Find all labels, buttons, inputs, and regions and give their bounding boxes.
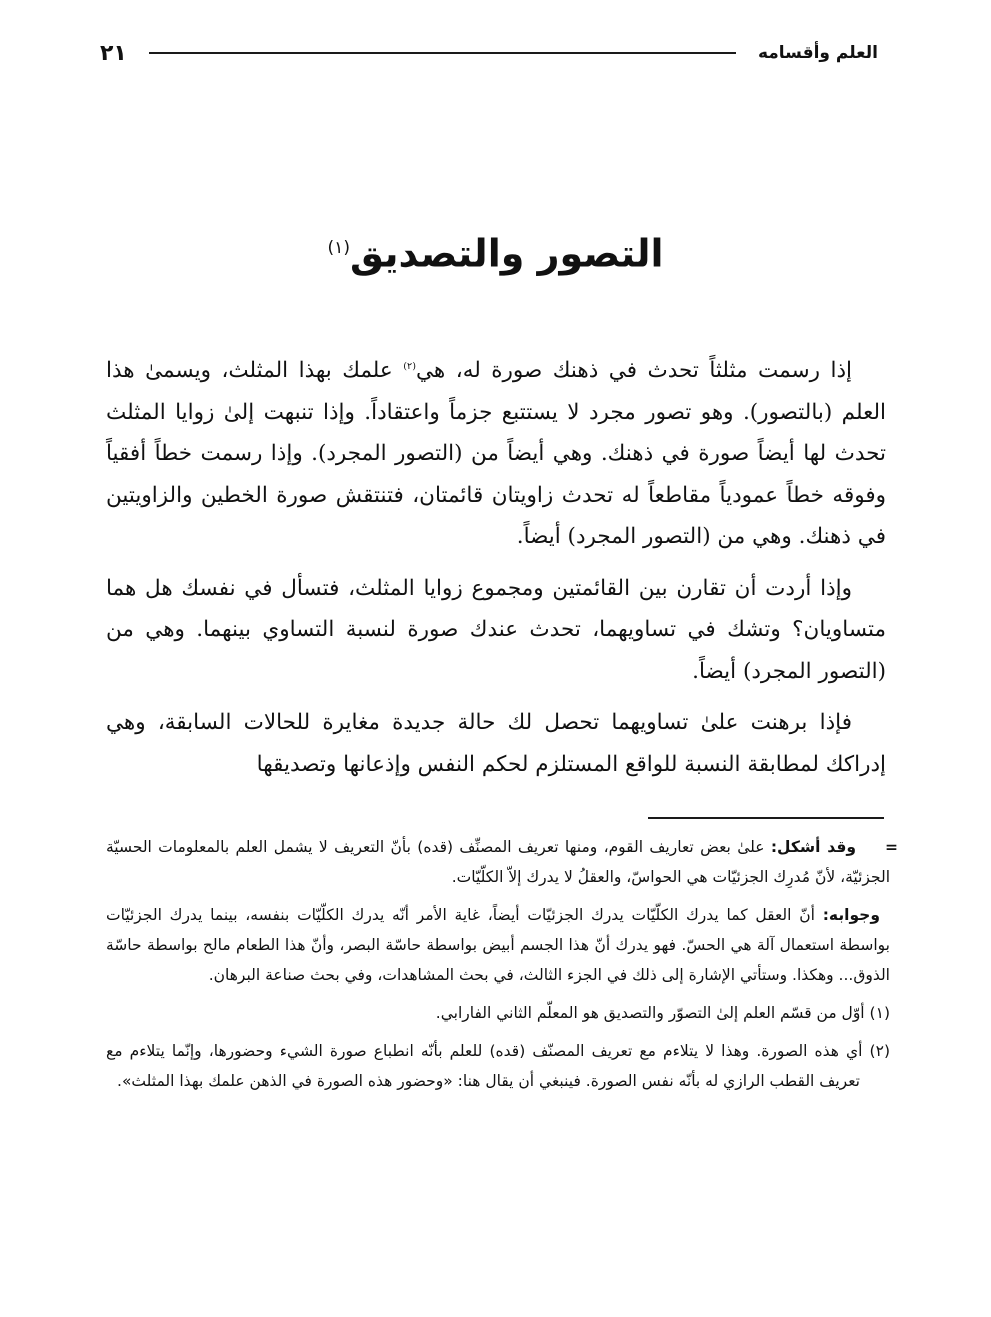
continuation-marker: = (885, 838, 898, 856)
footnote-2-text (106, 1036, 890, 1096)
answer-text (106, 900, 890, 990)
footnotes (106, 832, 898, 1104)
continuation-body: علىٰ بعض تعاريف القوم، ومنها تعريف المصنِّف (قده) بأنّ التعريف لا يشمل العلم بالمعلومات الحسيّة الجزئيّة، لأنّ مُدرِك الجزئيّات هي الحواسّ، والعقلُ لا يدرك إلاّ الكلّيّات. (106, 838, 890, 886)
paragraph-1-rest: علمك بهذا المثلث، ويسمىٰ هذا العلم (بالتصور). وهو تصور مجرد لا يستتبع جزماً واعتقاداً. وإذا تنبهت إلىٰ زوايا المثلث تحدث لها أيضاً صورة في ذهنك. وهي أيضاً من (التصور المجرد). وإذا رسمت خطاً أفقياً وفوقه خطاً عمودياً مقاطعاً له تحدث زاويتان قائمتان، فتنتقش صورة الخطين والزاويتين في ذهنك. وهي من (التصور المجرد) أيضاً. (106, 358, 886, 550)
continuation-text (106, 832, 890, 892)
footnote-1-body: أوّل من قسّم العلم إلىٰ التصوّر والتصديق هو المعلّم الثاني الفارابي. (435, 1004, 870, 1022)
paragraph-2: وإذا أردت أن تقارن بين القائمتين ومجموع زوايا المثلث، فتسأل في نفسك هل هما متساويان؟ وتشك في تساويهما، تحدث عندك صورة لنسبة التساوي بينهما. وهي من (التصور المجرد) أيضاً. (106, 575, 886, 684)
footnote-1-text (106, 998, 890, 1028)
footnote-answer (106, 900, 890, 990)
body-text (106, 346, 886, 795)
footnote-2-body: أي هذه الصورة. وهذا لا يتلاءم مع تعريف المصنّف (قده) للعلم بأنّه انطباع صورة الشيء وحضورها، وإنّما يتلاءم مع تعريف القطب الرازي له بأنّه نفس الصورة. فينبغي أن يقال هنا: «وحضور هذه الصورة في الذهن علمك بهذا المثلث». (106, 1042, 870, 1090)
footnote-ref-1: (١) (327, 238, 350, 258)
answer-lead: وجوابه: (822, 906, 880, 924)
running-title: العلم وأقسامه (757, 43, 878, 63)
footnote-ref-2: (٢) (403, 361, 416, 372)
paragraph-1-start: إذا رسمت مثلثاً تحدث في ذهنك صورة له، هي (416, 358, 852, 384)
footnote-1-number: (١) (869, 1004, 890, 1022)
chapter-title (0, 222, 991, 280)
footnote-2 (106, 1036, 890, 1096)
chapter-title-text: التصور والتصديق (350, 231, 664, 276)
paragraph-3: فإذا برهنت علىٰ تساويهما تحصل لك حالة جديدة مغايرة للحالات السابقة، وهي إدراكك لمطابقة النسبة للواقع المستلزم لحكم النفس وإذعانها وتصديقها (106, 710, 886, 777)
footnote-1 (106, 998, 890, 1028)
footnote-continuation (106, 832, 898, 892)
footnote-2-number: (٢) (869, 1042, 890, 1060)
answer-body: أنّ العقل كما يدرك الكلّيّات يدرك الجزئيّات أيضاً، غاية الأمر أنّه يدرك الكلّيّات بنفسه، بينما يدرك الجزئيّات بواسطة استعمال آلة هي الحسّ. فهو يدرك أنّ هذا الجسم أبيض بواسطة حاسّة البصر، وأنّ هذا الطعام مالح بواسطة حاسّة الذوق... وهكذا. وستأتي الإشارة إلى ذلك في الجزء الثالث، في بحث المشاهدات، وفي بحث صناعة البرهان. (106, 906, 890, 984)
page-number: ٢١ (100, 40, 127, 66)
footnote-separator (648, 817, 884, 819)
paragraph-1 (106, 346, 886, 558)
running-header (100, 38, 878, 68)
continuation-lead: وقد أشكل: (770, 838, 856, 856)
header-rule (149, 52, 736, 54)
